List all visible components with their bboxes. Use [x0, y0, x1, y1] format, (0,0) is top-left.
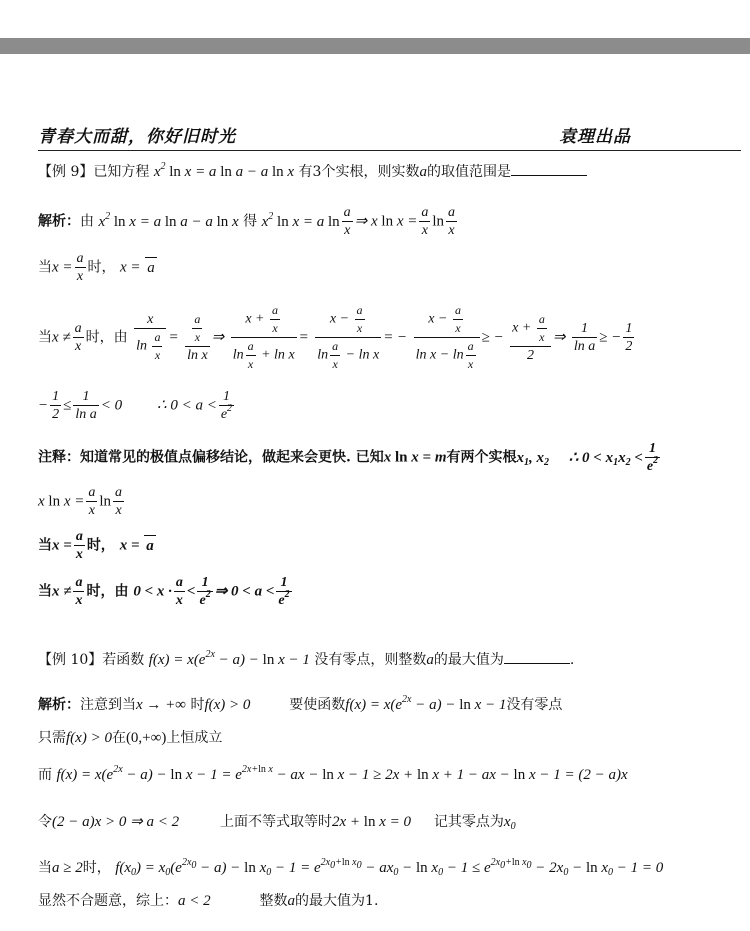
ex9-solution-line3: 当x ≠ $\frac{a}{x}$ 时，由 x ln $\frac{a}{x}$ = $\frac{\frac{a}{x}}{\text{ln x}}$ ⇒ x + $\frac{a}{x}$ ln $\frac{a}{x}$ + ln x = x − $\frac{a}{x}$ ln $\frac{a}{x}$ − ln x = − x − $\frac{a}{x}$ ln x − ln $\frac{a}{x}$ ≥ − x + $\frac{a}{x}$ 2 ⇒ $\frac{1}{\text{ln a}}$ ≥ − $\frac{1}{2}$ — [38, 303, 633, 371]
ex10-solution-line3: 而 $f(x) = x(e^{2x} - a) - \ln x - 1 = e^{2x+ln x}$ − ax − ln x − 1 ≥ 2x + ln x + 1 − ax − ln x − 1 = (2 − a)x — [38, 764, 628, 783]
ex9-note: 注释：知道常见的极值点偏移结论，做起来会更快. 已知x ln x = m有两个实根$x_1$, $x_2$ ∴ $0 < x_1x_2$ < $\frac{1}{e^2}$ — [38, 441, 659, 474]
ex10-solution-line2: 只需f(x) > 0在(0,+∞)上恒成立 — [38, 730, 223, 746]
ex10-question: 【例 10】若函数 $f(x) = x(e^{2x} - a) - \ln x - 1$ 没有零点，则整数a的最大值为 . — [38, 649, 575, 668]
ex10-solution-line1: 解析：注意到当x → +∞ 时f(x) > 0 要使函数$f(x) = x(e^{2x} - a) - \ln x - 1$没有零点 — [38, 694, 563, 713]
header-title: 青春大而甜，你好旧时光 — [38, 127, 236, 147]
ex10-solution-line5: 当a ≥ 2时， $f(x_0) = x_0(e^{2x_0} - a) - \ln x_0 - 1 = e^{2x_0+ln x_0} - ax_0 - \ln x_0 - 1 \le e^{2x_0+ln x_0} - 2x_0 - \ln x_0 - 1 = 0$ — [38, 857, 664, 878]
ex9-note-line3: 当x = $\frac{a}{x}$ 时， x = a — [38, 529, 154, 562]
ex9-note-line4: 当x ≠ $\frac{a}{x}$ 时，由 0 < x · $\frac{a}{x}$ < $\frac{1}{e^2}$ ⇒ 0 < a < $\frac{1}{e^2}$ — [38, 575, 290, 608]
top-gray-bar — [0, 38, 750, 54]
ex9-solution-line1: 解析：由 $x^2$ ln x = a ln a − a ln x 得 $x^2$ ln x = a ln $\frac{a}{x}$ ⇒ x ln x = $\frac{a}{x}$ ln $\frac{a}{x}$ — [38, 205, 456, 238]
ex10-solution-line4: 令(2 − a)x > 0 ⇒ a < 2 上面不等式取等时2x + ln x = 0 记其零点为$x_0$ — [38, 814, 516, 832]
ex9-question: 【例 9】已知方程 $x^2$ ln x = a ln a − a ln x 有3个实根，则实数a的取值范围是 — [38, 162, 587, 182]
ex9-note-line2: x ln x = $\frac{a}{x}$ ln $\frac{a}{x}$ — [38, 485, 123, 518]
ex10-solution-line6: 显然不合题意，综上：a < 2 整数a的最大值为1. — [38, 893, 379, 909]
ex9-solution-line4: − $\frac{1}{2}$ ≤ $\frac{1}{\text{ln a}}$ < 0 ∴ 0 < a < $\frac{1}{e^2}$ — [38, 389, 233, 422]
page-header — [38, 120, 741, 151]
header-author: 袁理出品 — [559, 127, 631, 147]
ex9-solution-line2: 当x = $\frac{a}{x}$ 时， x = a — [38, 251, 155, 284]
